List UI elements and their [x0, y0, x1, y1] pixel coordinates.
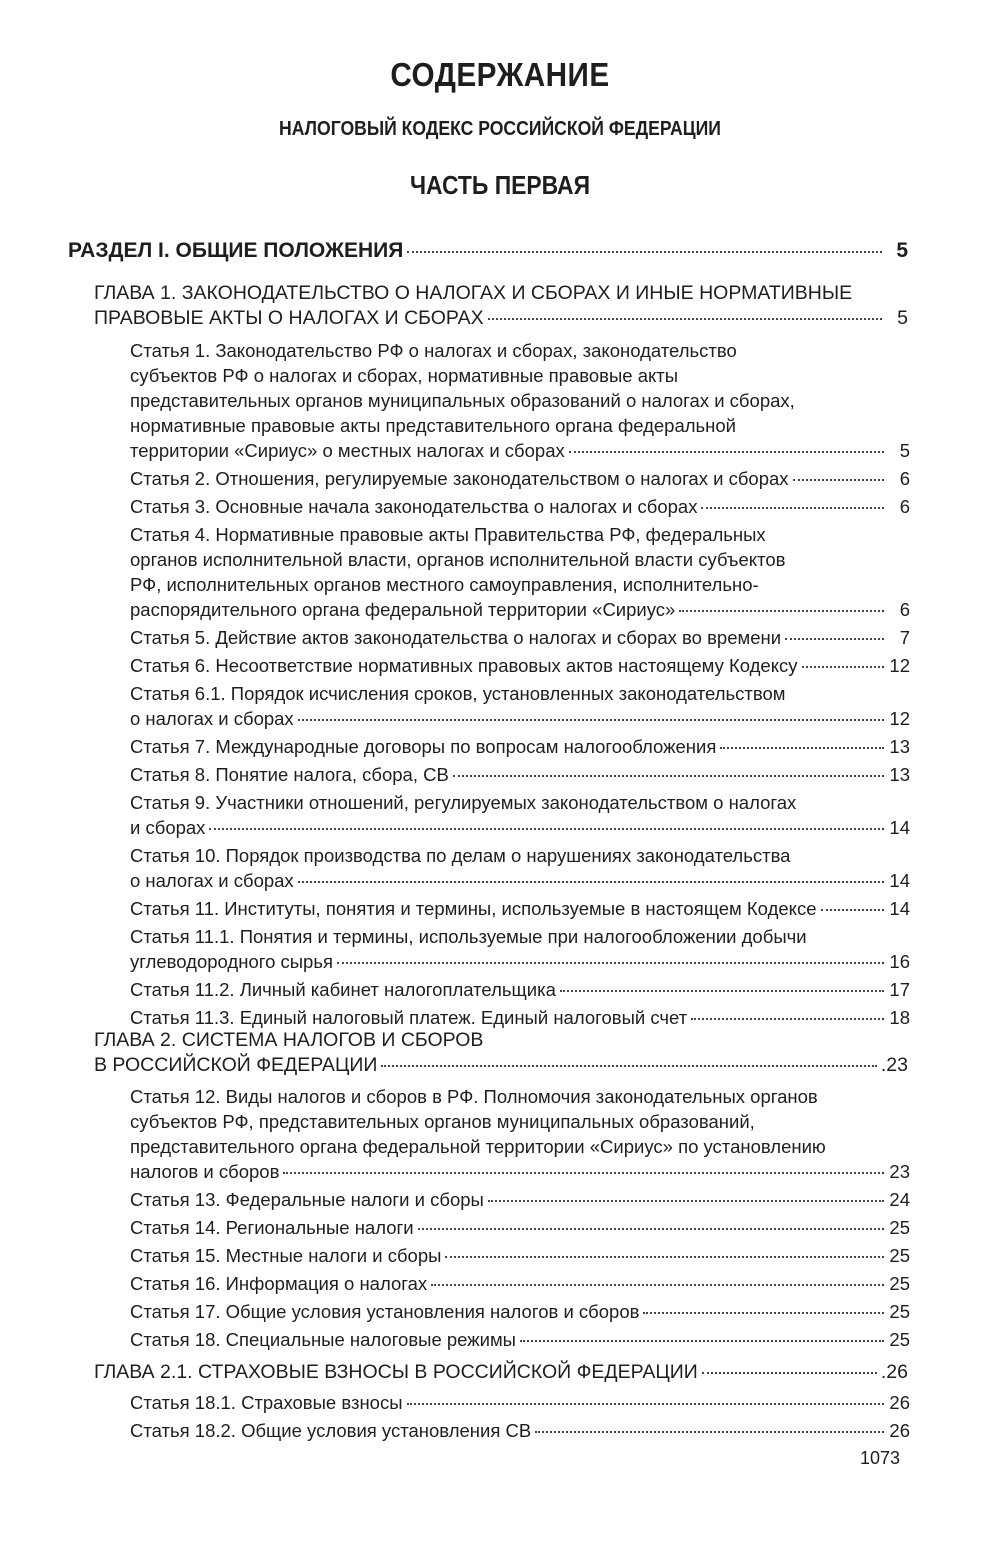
leader-dots	[407, 1403, 884, 1405]
toc-article[interactable]	[130, 924, 910, 974]
leader-dots	[535, 1431, 884, 1433]
chapter-title-line: ГЛАВА 2.1. СТРАХОВЫЕ ВЗНОСЫ В РОССИЙСКОЙ ФЕДЕРАЦИИ	[94, 1361, 698, 1383]
article-title-line: Статья 1. Законодательство РФ о налогах и сборах, законодательство	[130, 340, 737, 361]
article-title-line: Статья 18.1. Страховые взносы	[130, 1392, 403, 1413]
article-title-line: и сборах	[130, 817, 206, 838]
article-title-line: территории «Сириус» о местных налогах и сборах	[130, 440, 565, 461]
page-ref: 23	[889, 1161, 910, 1182]
article-title-line: нормативные правовые акты представительного органа федеральной	[130, 415, 737, 436]
leader-dots	[337, 962, 884, 964]
toc-section[interactable]	[68, 238, 908, 263]
leader-dots	[560, 990, 884, 992]
article-title-line: Статья 13. Федеральные налоги и сборы	[130, 1189, 484, 1210]
leader-dots	[691, 1018, 884, 1020]
article-title-line: Статья 9. Участники отношений, регулируемых законодательством о налогах	[130, 792, 797, 813]
article-title-line: Статья 11.1. Понятия и термины, используемые при налогообложении добычи	[130, 926, 807, 947]
leader-dots	[720, 747, 884, 749]
article-title-line: Статья 18. Специальные налоговые режимы	[130, 1329, 516, 1350]
toc-article[interactable]	[130, 1327, 910, 1352]
page-ref: 14	[889, 898, 910, 919]
leader-dots	[298, 881, 884, 883]
toc-article[interactable]	[130, 843, 910, 893]
toc-chapter[interactable]	[94, 281, 908, 331]
toc-article[interactable]	[130, 522, 910, 622]
toc-article[interactable]	[130, 625, 910, 650]
page-ref: 5	[896, 239, 908, 262]
leader-dots	[418, 1228, 884, 1230]
article-title-line: Статья 11.2. Личный кабинет налогоплательщика	[130, 979, 556, 1000]
page-title: СОДЕРЖАНИЕ	[390, 56, 610, 93]
article-title-line: представительного органа федеральной территории «Сириус» по установлению	[130, 1136, 826, 1157]
article-title-line: распорядительного органа федеральной территории «Сириус»	[130, 599, 676, 620]
page-ref: 14	[889, 870, 910, 891]
code-title: НАЛОГОВЫЙ КОДЕКС РОССИЙСКОЙ ФЕДЕРАЦИИ	[279, 118, 721, 140]
section-title: РАЗДЕЛ I. ОБЩИЕ ПОЛОЖЕНИЯ	[68, 239, 404, 262]
page-ref: 16	[889, 951, 910, 972]
page-ref: 26	[889, 1420, 910, 1441]
page-ref: 5	[899, 440, 910, 461]
leader-dots	[821, 909, 885, 911]
toc-article[interactable]	[130, 1005, 910, 1030]
article-title-line: Статья 10. Порядок производства по делам о нарушениях законодательства	[130, 845, 791, 866]
article-title-line: Статья 18.2. Общие условия установления СВ	[130, 1420, 532, 1441]
article-title-line: Статья 4. Нормативные правовые акты Правительства РФ, федеральных	[130, 524, 766, 545]
toc-article[interactable]	[130, 681, 910, 731]
toc-article[interactable]	[130, 466, 910, 491]
article-title-line: органов исполнительной власти, органов исполнительной власти субъектов	[130, 549, 786, 570]
page-ref: 6	[899, 599, 910, 620]
toc-chapter[interactable]	[94, 1028, 908, 1078]
page-ref: 18	[889, 1007, 910, 1028]
toc-article[interactable]	[130, 1418, 910, 1443]
article-title-line: о налогах и сборах	[130, 870, 294, 891]
toc-article[interactable]	[130, 1215, 910, 1240]
article-title-line: Статья 14. Региональные налоги	[130, 1217, 414, 1238]
chapter-title-line: ГЛАВА 2. СИСТЕМА НАЛОГОВ И СБОРОВ	[94, 1029, 484, 1051]
leader-dots	[283, 1172, 884, 1174]
page-ref: .26	[880, 1361, 908, 1383]
leader-dots	[431, 1284, 884, 1286]
page-ref: 13	[889, 764, 910, 785]
leader-dots	[569, 451, 884, 453]
leader-dots	[702, 1372, 877, 1374]
leader-dots	[407, 251, 882, 253]
article-title-line: Статья 12. Виды налогов и сборов в РФ. Полномочия законодательных органов	[130, 1086, 818, 1107]
page-ref: 7	[899, 627, 910, 648]
toc-article[interactable]	[130, 734, 910, 759]
page-ref: 24	[889, 1189, 910, 1210]
article-title-line: Статья 3. Основные начала законодательства о налогах и сборах	[130, 496, 698, 517]
page-ref: 25	[889, 1301, 910, 1322]
article-title-line: Статья 16. Информация о налогах	[130, 1273, 428, 1294]
article-title-line: представительных органов муниципальных образований о налогах и сборах,	[130, 390, 795, 411]
article-title-line: Статья 6. Несоответствие нормативных правовых актов настоящему Кодексу	[130, 655, 798, 676]
page-ref: 12	[889, 655, 910, 676]
toc-article[interactable]	[130, 896, 910, 921]
toc-article[interactable]	[130, 977, 910, 1002]
page-ref: .23	[880, 1054, 908, 1076]
article-title-line: Статья 5. Действие актов законодательства о налогах и сборах во времени	[130, 627, 782, 648]
article-title-line: Статья 11. Институты, понятия и термины, используемые в настоящем Кодексе	[130, 898, 817, 919]
toc-article[interactable]	[130, 1271, 910, 1296]
leader-dots	[209, 828, 884, 830]
leader-dots	[488, 1200, 884, 1202]
chapter-title-line: В РОССИЙСКОЙ ФЕДЕРАЦИИ	[94, 1054, 378, 1076]
page-ref: 14	[889, 817, 910, 838]
toc-article[interactable]	[130, 762, 910, 787]
page-ref: 25	[889, 1273, 910, 1294]
leader-dots	[643, 1312, 884, 1314]
article-title-line: Статья 11.3. Единый налоговый платеж. Единый налоговый счет	[130, 1007, 688, 1028]
toc-chapter[interactable]	[94, 1360, 908, 1385]
leader-dots	[453, 775, 884, 777]
article-title-line: о налогах и сборах	[130, 708, 294, 729]
leader-dots	[381, 1065, 876, 1067]
chapter-title-line: ГЛАВА 1. ЗАКОНОДАТЕЛЬСТВО О НАЛОГАХ И СБОРАХ И ИНЫЕ НОРМАТИВНЫЕ	[94, 282, 853, 304]
toc-article[interactable]	[130, 1187, 910, 1212]
toc-article[interactable]	[130, 790, 910, 840]
article-title-line: субъектов РФ о налогах и сборах, нормативные правовые акты	[130, 365, 679, 386]
page-ref: 25	[889, 1217, 910, 1238]
article-title-line: Статья 8. Понятие налога, сбора, СВ	[130, 764, 449, 785]
toc-article[interactable]	[130, 1243, 910, 1268]
leader-dots	[701, 507, 884, 509]
page-ref: 26	[889, 1392, 910, 1413]
toc-article[interactable]	[130, 1299, 910, 1324]
toc-article[interactable]	[130, 653, 910, 678]
page-number: 1073	[860, 1448, 901, 1468]
page-ref: 17	[889, 979, 910, 1000]
article-title-line: Статья 15. Местные налоги и сборы	[130, 1245, 442, 1266]
article-title-line: Статья 2. Отношения, регулируемые законодательством о налогах и сборах	[130, 468, 789, 489]
toc-article[interactable]	[130, 338, 910, 463]
toc-article[interactable]	[130, 1084, 910, 1184]
leader-dots	[488, 318, 882, 320]
page-ref: 13	[889, 736, 910, 757]
article-title-line: Статья 6.1. Порядок исчисления сроков, установленных законодательством	[130, 683, 786, 704]
page-ref: 5	[897, 307, 908, 329]
article-title-line: налогов и сборов	[130, 1161, 280, 1182]
page-ref: 25	[889, 1329, 910, 1350]
article-title-line: Статья 7. Международные договоры по вопросам налогообложения	[130, 736, 717, 757]
page-ref: 25	[889, 1245, 910, 1266]
leader-dots	[298, 719, 884, 721]
chapter-title-line: ПРАВОВЫЕ АКТЫ О НАЛОГАХ И СБОРАХ	[94, 307, 484, 329]
page-ref: 6	[899, 496, 910, 517]
leader-dots	[445, 1256, 884, 1258]
page-ref: 6	[899, 468, 910, 489]
article-title-line: углеводородного сырья	[130, 951, 333, 972]
leader-dots	[785, 638, 884, 640]
part-title: ЧАСТЬ ПЕРВАЯ	[409, 170, 591, 200]
article-title-line: субъектов РФ, представительных органов муниципальных образований,	[130, 1111, 755, 1132]
toc-article[interactable]	[130, 1390, 910, 1415]
page-ref: 12	[889, 708, 910, 729]
leader-dots	[802, 666, 884, 668]
article-title-line: Статья 17. Общие условия установления налогов и сборов	[130, 1301, 640, 1322]
article-title-line: РФ, исполнительных органов местного самоуправления, исполнительно-	[130, 574, 759, 595]
leader-dots	[520, 1340, 884, 1342]
leader-dots	[793, 479, 884, 481]
toc-article[interactable]	[130, 494, 910, 519]
leader-dots	[679, 610, 884, 612]
